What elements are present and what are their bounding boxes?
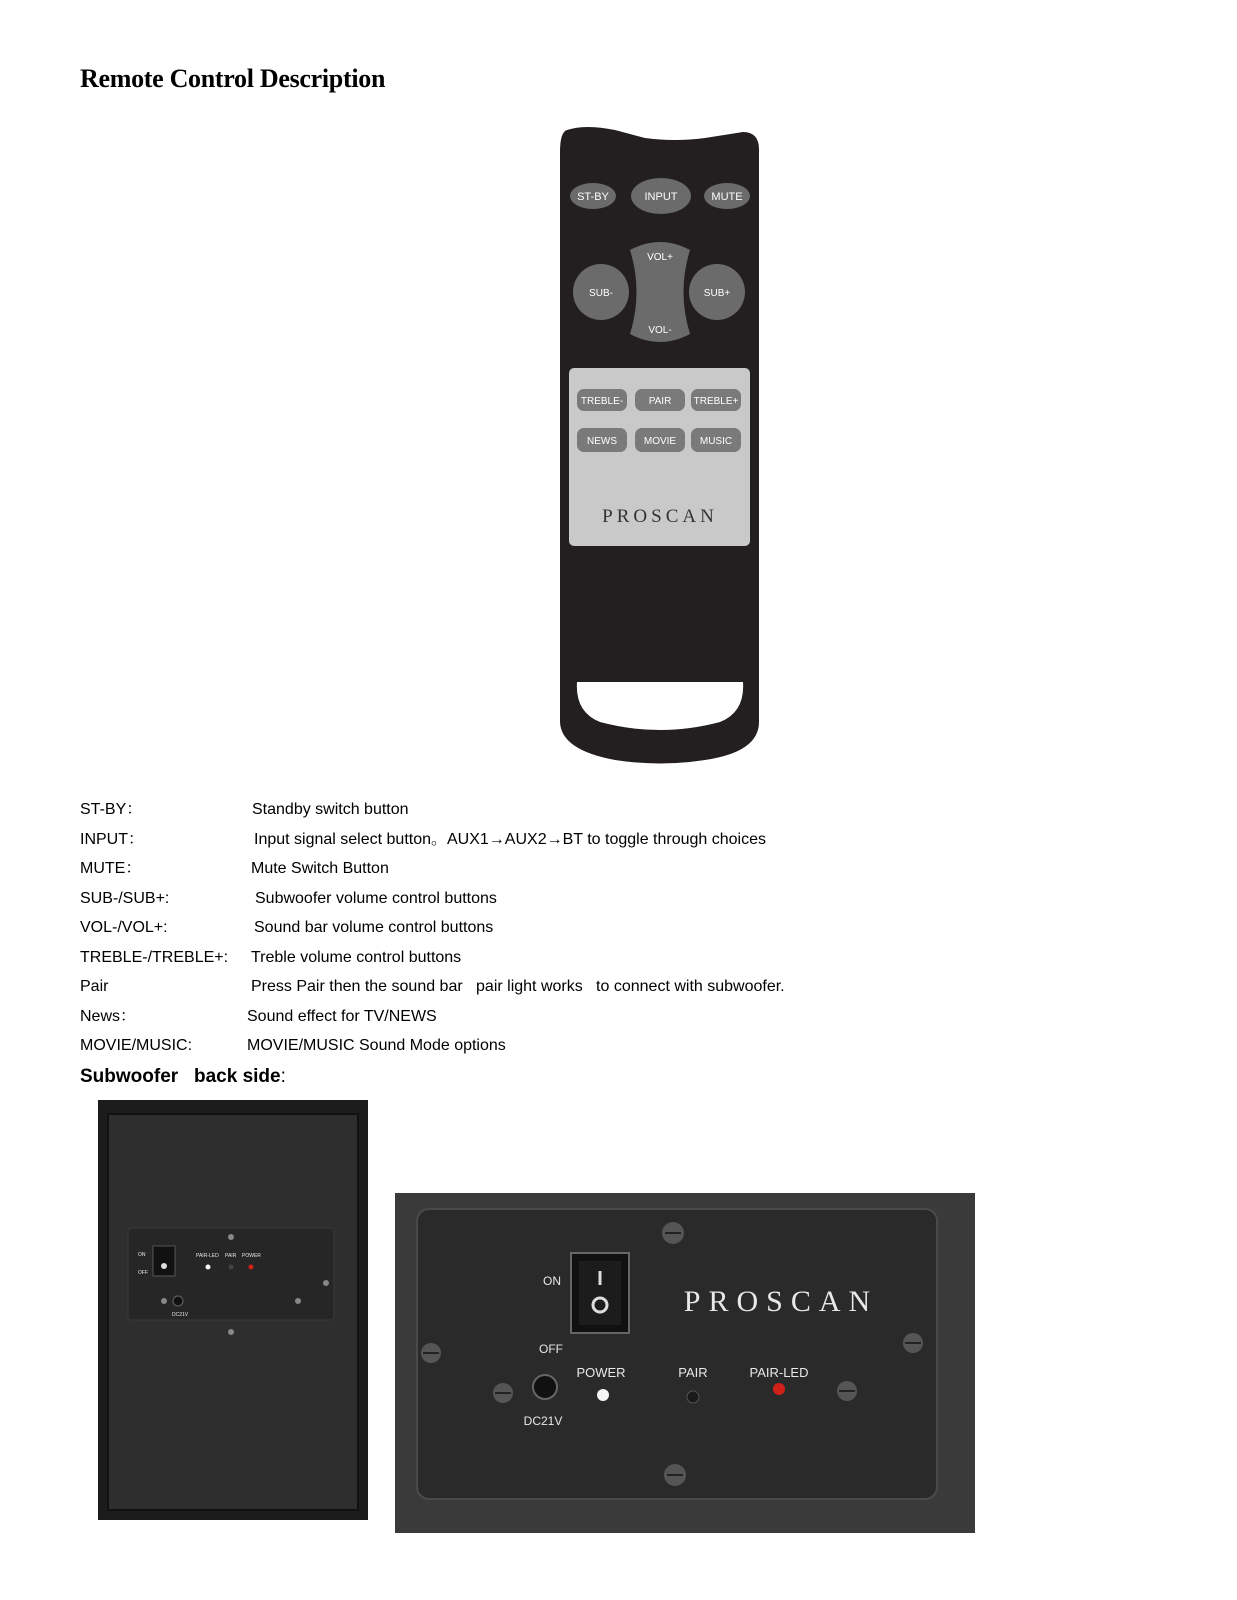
- screw-icon: [493, 1383, 513, 1403]
- screw-icon: [664, 1464, 686, 1486]
- small-power-switch-icon: [153, 1246, 175, 1276]
- desc-value: MOVIE/MUSIC Sound Mode options: [247, 1037, 506, 1054]
- vol-plus-label: VOL+: [647, 252, 673, 263]
- screw-icon: [903, 1333, 923, 1353]
- desc-row-news: [80, 1007, 980, 1037]
- small-pair-led-label: PAIR-LED: [196, 1253, 219, 1259]
- pair-button[interactable]: [635, 389, 685, 411]
- desc-row-st-by: [80, 800, 980, 830]
- screw-icon: [421, 1343, 441, 1363]
- music-button[interactable]: [691, 428, 741, 452]
- dc-jack: [533, 1375, 557, 1399]
- screw-icon: [323, 1280, 329, 1286]
- desc-row-input: [80, 830, 980, 860]
- subwoofer-heading-text: Subwoofer back side: [80, 1066, 281, 1087]
- screw-icon: [228, 1329, 234, 1335]
- small-dc-jack: [173, 1296, 183, 1306]
- brand-logo: PROSCAN: [683, 1285, 879, 1318]
- small-dc-label: DC21V: [172, 1312, 189, 1318]
- treble-plus-label: TREBLE+: [693, 396, 739, 407]
- st-by-label: ST-BY: [577, 191, 609, 203]
- desc-value: Subwoofer volume control buttons: [255, 889, 497, 907]
- desc-row-mute: [80, 859, 980, 889]
- screw-icon: [161, 1298, 167, 1304]
- volume-rocker[interactable]: [630, 242, 690, 342]
- desc-row-pair: [80, 977, 980, 1007]
- mute-label: MUTE: [711, 191, 743, 203]
- desc-key: ST-BY：: [80, 801, 143, 818]
- sub-minus-button[interactable]: [573, 264, 629, 320]
- desc-value: Treble volume control buttons: [251, 948, 462, 966]
- page-title: Remote Control Description: [80, 64, 386, 93]
- small-pair-label: PAIR: [225, 1253, 237, 1259]
- desc-value: Input signal select button。AUX1→AUX2→BT to toggle through choices: [254, 830, 766, 848]
- desc-key: MUTE：: [80, 860, 142, 877]
- small-on-label: ON: [138, 1252, 146, 1258]
- desc-key: MOVIE/MUSIC:: [80, 1037, 193, 1054]
- power-switch-icon: [571, 1253, 629, 1333]
- power-led: [597, 1389, 609, 1401]
- st-by-button[interactable]: [570, 183, 616, 209]
- news-button[interactable]: [577, 428, 627, 452]
- small-red-led: [249, 1265, 254, 1270]
- desc-key: News：: [80, 1007, 137, 1025]
- news-label: NEWS: [587, 436, 617, 447]
- pair-led: [773, 1383, 785, 1395]
- subwoofer-panel-closeup-photo: [395, 1193, 975, 1533]
- screw-icon: [228, 1234, 234, 1240]
- movie-button[interactable]: [635, 428, 685, 452]
- pair-led-label: PAIR-LED: [749, 1365, 809, 1380]
- remote-control-image: [555, 122, 765, 774]
- screw-icon: [837, 1381, 857, 1401]
- treble-plus-button[interactable]: [691, 389, 741, 411]
- desc-value: Mute Switch Button: [251, 860, 389, 877]
- desc-value: Sound bar volume control buttons: [254, 919, 494, 936]
- small-power-label: POWER: [242, 1253, 261, 1259]
- desc-row-treble: [80, 948, 980, 978]
- small-white-led: [206, 1265, 211, 1270]
- power-label: POWER: [576, 1365, 626, 1380]
- input-button[interactable]: [631, 178, 691, 214]
- desc-key: VOL-/VOL+:: [80, 919, 168, 936]
- desc-key: Pair: [80, 978, 109, 995]
- subwoofer-back-photo: [98, 1100, 368, 1520]
- treble-minus-button[interactable]: [577, 389, 627, 411]
- remote-brand-logo: PROSCAN: [602, 506, 718, 527]
- sub-plus-button[interactable]: [689, 264, 745, 320]
- dc-label: DC21V: [523, 1414, 563, 1428]
- pair-label: PAIR: [678, 1365, 708, 1380]
- sub-plus-label: SUB+: [703, 288, 731, 299]
- screw-icon: [295, 1298, 301, 1304]
- music-label: MUSIC: [699, 436, 733, 447]
- vol-minus-label: VOL-: [648, 325, 672, 336]
- desc-key: INPUT：: [80, 830, 145, 848]
- input-label: INPUT: [644, 191, 678, 203]
- off-label: OFF: [539, 1342, 563, 1356]
- movie-label: MOVIE: [643, 436, 677, 447]
- pair-button: [687, 1391, 699, 1403]
- small-off-label: OFF: [138, 1270, 148, 1276]
- small-pair-button: [229, 1265, 234, 1270]
- desc-row-movie-music: [80, 1036, 980, 1066]
- button-description-list: [80, 800, 980, 1066]
- desc-value: Press Pair then the sound bar pair light works to connect with subwoofer.: [251, 978, 785, 995]
- subwoofer-heading-colon: :: [280, 1066, 286, 1087]
- desc-key: SUB-/SUB+:: [80, 889, 170, 907]
- desc-value: Standby switch button: [252, 801, 409, 818]
- screw-icon: [662, 1222, 684, 1244]
- subwoofer-heading: [80, 1066, 286, 1088]
- desc-row-vol: [80, 918, 980, 948]
- treble-minus-label: TREBLE-: [580, 396, 624, 407]
- sub-minus-label: SUB-: [589, 288, 613, 299]
- on-label: ON: [543, 1274, 561, 1288]
- pair-label: PAIR: [648, 396, 672, 407]
- mute-button[interactable]: [704, 183, 750, 209]
- desc-value: Sound effect for TV/NEWS: [247, 1007, 437, 1025]
- desc-row-sub: [80, 889, 980, 919]
- desc-key: TREBLE-/TREBLE+:: [80, 948, 229, 966]
